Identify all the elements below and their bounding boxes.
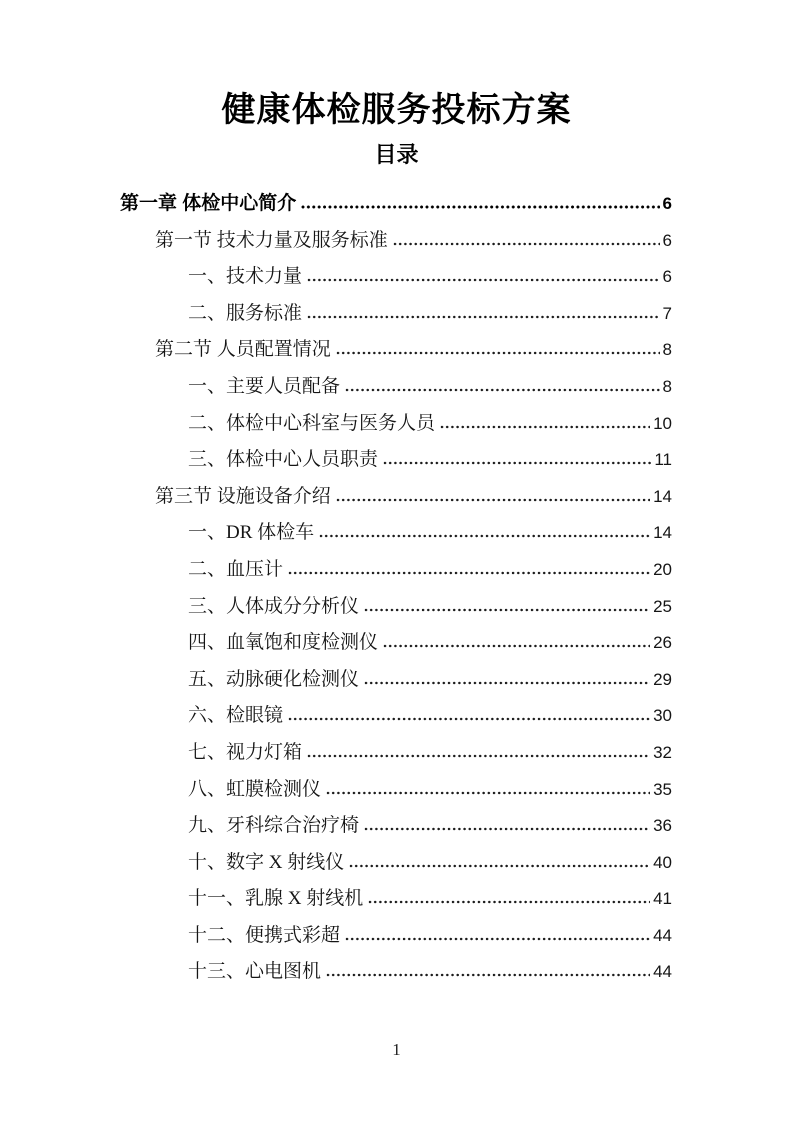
toc-dot-leader bbox=[383, 644, 650, 648]
toc-dot-leader bbox=[336, 498, 650, 502]
toc-entry-label: 二、体检中心科室与医务人员 bbox=[188, 412, 436, 434]
toc-entry-page-number: 8 bbox=[662, 376, 672, 396]
toc-entry[interactable] bbox=[0, 332, 793, 369]
toc-entry-page-number: 36 bbox=[653, 816, 672, 836]
toc-entry-page-number: 41 bbox=[653, 889, 672, 909]
toc-entry-label: 八、虹膜检测仪 bbox=[188, 778, 322, 800]
toc-entry-page-number: 40 bbox=[653, 852, 672, 872]
toc-entry[interactable] bbox=[0, 735, 793, 772]
toc-entry-label: 一、DR 体检车 bbox=[188, 522, 315, 544]
toc-dot-leader bbox=[326, 973, 650, 977]
toc-entry-page-number: 25 bbox=[653, 596, 672, 616]
toc-dot-leader bbox=[319, 534, 650, 538]
toc-entry-page-number: 10 bbox=[653, 413, 672, 433]
toc-entry-label: 四、血氧饱和度检测仪 bbox=[188, 632, 379, 654]
toc-entry-label: 十二、便携式彩超 bbox=[188, 924, 341, 946]
toc-heading: 目录 bbox=[374, 142, 419, 167]
toc-dot-leader bbox=[393, 242, 660, 246]
toc-dot-leader bbox=[307, 278, 660, 282]
toc-dot-leader bbox=[307, 754, 650, 758]
toc-entry[interactable] bbox=[0, 881, 793, 918]
toc-entry[interactable] bbox=[0, 772, 793, 809]
toc-entry[interactable] bbox=[0, 698, 793, 735]
toc-entry[interactable] bbox=[0, 296, 793, 333]
toc-dot-leader bbox=[440, 425, 650, 429]
toc-dot-leader bbox=[368, 900, 650, 904]
toc-dot-leader bbox=[345, 388, 660, 392]
toc-entry[interactable] bbox=[0, 442, 793, 479]
toc-entry-page-number: 6 bbox=[662, 194, 672, 213]
toc-entry-page-number: 8 bbox=[662, 340, 672, 360]
toc-dot-leader bbox=[349, 864, 650, 868]
toc-entry[interactable] bbox=[0, 369, 793, 406]
document-title: 健康体检服务投标方案 bbox=[221, 91, 572, 129]
toc-entry-page-number: 44 bbox=[653, 925, 672, 945]
toc-entry-label: 六、检眼镜 bbox=[188, 705, 284, 727]
toc-entry-label: 五、动脉硬化检测仪 bbox=[188, 668, 360, 690]
toc-entry-label: 第三节 设施设备介绍 bbox=[155, 485, 331, 507]
toc-entry-label: 九、牙科综合治疗椅 bbox=[188, 815, 360, 837]
toc-entry-label: 一、主要人员配备 bbox=[188, 375, 341, 397]
toc-entry-label: 十一、乳腺 X 射线机 bbox=[188, 888, 364, 910]
footer-page-number: 1 bbox=[392, 1040, 401, 1059]
toc-entry-label: 十三、心电图机 bbox=[188, 961, 322, 983]
toc-dot-leader bbox=[383, 461, 651, 465]
toc-entry-label: 十、数字 X 射线仪 bbox=[188, 851, 345, 873]
toc-entry[interactable] bbox=[0, 223, 793, 260]
toc-dot-leader bbox=[307, 315, 660, 319]
toc-entry[interactable] bbox=[0, 406, 793, 443]
toc-entry[interactable] bbox=[0, 662, 793, 699]
toc-dot-leader bbox=[345, 937, 650, 941]
toc-entry[interactable] bbox=[0, 479, 793, 516]
toc-entry-page-number: 6 bbox=[662, 230, 672, 250]
toc-entry-page-number: 11 bbox=[654, 450, 672, 470]
toc-entry-page-number: 20 bbox=[653, 559, 672, 579]
toc-entry[interactable] bbox=[0, 589, 793, 626]
toc-entry-label: 七、视力灯箱 bbox=[188, 741, 303, 763]
toc-entry-page-number: 30 bbox=[653, 706, 672, 726]
toc-dot-leader bbox=[364, 608, 650, 612]
table-of-contents bbox=[0, 186, 793, 991]
toc-entry[interactable] bbox=[0, 625, 793, 662]
toc-entry-label: 第二节 人员配置情况 bbox=[155, 339, 331, 361]
toc-entry-page-number: 26 bbox=[653, 633, 672, 653]
toc-entry-label: 二、服务标准 bbox=[188, 302, 303, 324]
toc-entry[interactable] bbox=[0, 186, 793, 223]
toc-dot-leader bbox=[326, 791, 650, 795]
toc-entry-page-number: 29 bbox=[653, 669, 672, 689]
toc-entry[interactable] bbox=[0, 808, 793, 845]
toc-entry[interactable] bbox=[0, 845, 793, 882]
toc-entry[interactable] bbox=[0, 918, 793, 955]
toc-entry-page-number: 32 bbox=[653, 742, 672, 762]
toc-entry-label: 一、技术力量 bbox=[188, 266, 303, 288]
toc-dot-leader bbox=[364, 827, 650, 831]
toc-entry-label: 第一节 技术力量及服务标准 bbox=[155, 229, 388, 251]
toc-entry-label: 三、人体成分分析仪 bbox=[188, 595, 360, 617]
toc-entry[interactable] bbox=[0, 515, 793, 552]
toc-dot-leader bbox=[364, 681, 650, 685]
toc-entry-label: 二、血压计 bbox=[188, 558, 284, 580]
toc-entry-label: 第一章 体检中心简介 bbox=[120, 193, 297, 214]
toc-entry-page-number: 44 bbox=[653, 962, 672, 982]
toc-entry-page-number: 35 bbox=[653, 779, 672, 799]
toc-entry-page-number: 6 bbox=[662, 267, 672, 287]
toc-entry-label: 三、体检中心人员职责 bbox=[188, 449, 379, 471]
toc-entry-page-number: 14 bbox=[653, 523, 672, 543]
toc-entry-page-number: 14 bbox=[653, 486, 672, 506]
toc-dot-leader bbox=[336, 351, 660, 355]
toc-entry[interactable] bbox=[0, 259, 793, 296]
toc-dot-leader bbox=[288, 717, 650, 721]
toc-dot-leader bbox=[288, 571, 650, 575]
toc-entry[interactable] bbox=[0, 552, 793, 589]
toc-dot-leader bbox=[301, 205, 659, 209]
toc-entry-page-number: 7 bbox=[662, 303, 672, 323]
toc-entry[interactable] bbox=[0, 954, 793, 991]
